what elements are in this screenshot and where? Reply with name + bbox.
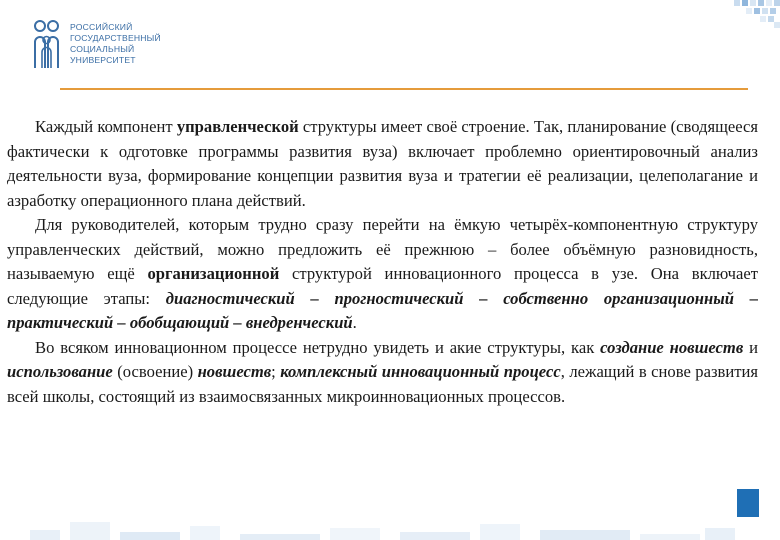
people-logo-icon	[32, 18, 62, 70]
text-run: и	[743, 337, 758, 357]
emphasis-term: новшеств	[197, 362, 272, 381]
emphasis-term: управленческой	[176, 117, 299, 136]
text-run: структурой инновационного процесса в узе. Она включает следующие этапы:	[7, 264, 758, 308]
text-run: , лежащий в снове развития всей школы, состоящий из взаимосвязанных микроинновационных процессов.	[7, 362, 758, 406]
university-logo	[32, 18, 161, 70]
emphasis-term: организационной	[147, 264, 280, 283]
logo-text	[70, 22, 161, 66]
emphasis-term: использование	[7, 362, 113, 381]
logo-line: СОЦИАЛЬНЫЙ	[70, 44, 135, 54]
paragraph-2	[7, 213, 758, 336]
text-run: .	[352, 313, 357, 332]
bottom-decoration	[0, 508, 780, 540]
emphasis-term: создание новшеств	[600, 337, 744, 357]
header-divider	[60, 88, 748, 90]
emphasis-term: комплексный инновационный процесс	[280, 362, 561, 381]
text-run: Для руководителей, которым трудно сразу перейти на ёмкую четырёх-компонентную структуру управленческих действий, можно предложить её прежнюю – более объёмную разновидность, называемую ещё	[7, 215, 758, 283]
corner-decoration	[720, 0, 780, 30]
logo-line: ГОСУДАРСТВЕННЫЙ	[70, 33, 161, 43]
logo-line: УНИВЕРСИТЕТ	[70, 55, 136, 65]
document-body	[7, 115, 758, 409]
paragraph-1	[7, 115, 758, 213]
text-run: Во всяком инновационном процессе нетрудно увидеть и акие структуры, как	[35, 337, 601, 357]
text-run: структуры имеет своё строение. Так, планирование (сводящееся фактически к одготовке программы развития вуза) включает проблемно ориентировочный анализ деятельности вуза, формирование концепции развития вуза и тратегии её реализации, целеполагание и азработку операционного плана действий.	[7, 117, 759, 210]
emphasis-term: диагностический – прогностический – собственно организационный – практический – обобщающий – внедренческий	[7, 288, 758, 332]
text-run: (освоение)	[112, 362, 198, 381]
text-run: Каждый компонент	[35, 117, 177, 136]
text-run: ;	[271, 362, 281, 381]
logo-line: РОССИЙСКИЙ	[70, 22, 133, 32]
paragraph-3	[7, 336, 758, 410]
